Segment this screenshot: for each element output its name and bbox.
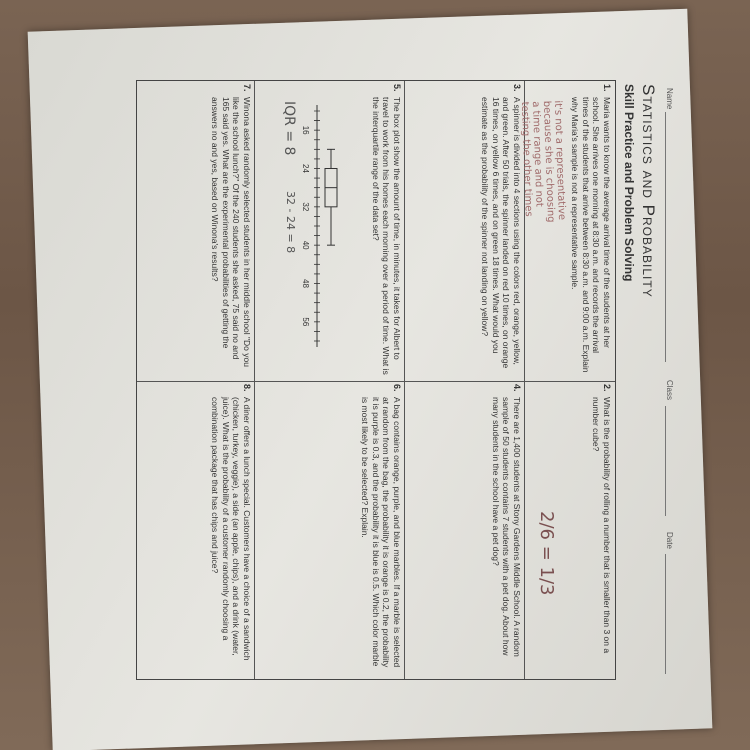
problem-text: A diner offers a lunch special. Customers have a choice of a sandwich (chicken, turkey, veggie), a side (an apple, chips), and a drink (water, juice). What is the probability of a customer randomly choosing a combination package that has chips and juice? bbox=[210, 397, 252, 661]
problem-4 bbox=[405, 381, 525, 679]
problem-text: A bag contains orange, purple, and blue marbles. If a marble is selected at random from the bag, the probability it is orange is 0.2, the probability it is purple is 0.3, and the probability it is blue is 0.5. Which color marble is most likely to be selected? Explain. bbox=[360, 397, 402, 668]
date-label: Date bbox=[665, 532, 674, 549]
problem-7 bbox=[137, 81, 255, 381]
handwritten-iqr-work: 32 - 24 = 8 bbox=[284, 191, 297, 254]
tick-label: 56 bbox=[301, 317, 310, 327]
name-label: Name bbox=[665, 88, 674, 110]
problem-text: The box plot show the amount of time, in minutes, it takes for Albert to travel to work from his homes each morning over a period of time. What is the interquartile range of the data set? bbox=[371, 97, 402, 375]
problem-grid bbox=[136, 80, 616, 680]
handwritten-answer-1 bbox=[519, 100, 567, 223]
worksheet bbox=[118, 80, 678, 680]
tick-label: 16 bbox=[301, 125, 310, 135]
handwritten-line: a time range and not bbox=[529, 101, 545, 208]
tick-label: 48 bbox=[301, 279, 310, 288]
date-line bbox=[665, 554, 666, 674]
tick-label: 24 bbox=[301, 164, 310, 173]
problem-3 bbox=[405, 81, 525, 381]
problem-number: 2. bbox=[602, 384, 612, 392]
problem-text: A spinner is divided into 4 sections using the colors red, orange, yellow, and green. After 50 trials, the spinner landed on red 10 times, on orange 16 times, on yellow 6 times, and on green 18 times. What would you estimate as the probability of the spinner not landing on yellow? bbox=[480, 97, 522, 369]
page-title: Statistics and Probability bbox=[639, 84, 658, 298]
tick-label: 32 bbox=[301, 202, 310, 212]
problem-number: 3. bbox=[512, 84, 522, 92]
name-line bbox=[665, 112, 666, 362]
problem-6 bbox=[255, 381, 405, 679]
class-label: Class bbox=[665, 380, 674, 401]
problem-number: 1. bbox=[602, 84, 612, 92]
problem-number: 8. bbox=[242, 384, 252, 392]
problem-number: 5. bbox=[392, 84, 402, 92]
box-plot bbox=[299, 101, 343, 351]
problem-number: 6. bbox=[392, 384, 402, 392]
problem-text: There are 1,400 students at Stony Gardens Middle School. A random sample of 50 students contains 7 students with a pet dog. About how many students in the school have a pet dog? bbox=[491, 397, 522, 657]
problem-text: Winona asked randomly selected students in her middle school "Do you like the school lunch?" Of the 240 students she asked, 75 said no and 165 said yes. What are the experimental probabilities of getting the answers no and yes, based on Winona's results? bbox=[210, 97, 252, 367]
handwritten-iqr: IQR = 8 bbox=[281, 101, 297, 156]
problem-number: 7. bbox=[242, 84, 252, 92]
page-subtitle: Skill Practice and Problem Solving bbox=[622, 84, 636, 282]
worksheet-header bbox=[658, 80, 678, 680]
handwritten-answer-2: 2/6 = 1/3 bbox=[536, 511, 557, 596]
problem-text: Maria wants to know the average arrival time of the students at her school. She arrives one morning at 8:30 a.m. and records the arrival times of the students that arrive between 8:30 a.m. and 9:00 a.m. Explain why Maria's sample is not a representative sample. bbox=[570, 97, 612, 373]
handwritten-line: it's not a representative bbox=[551, 100, 568, 221]
problem-8 bbox=[137, 381, 255, 679]
handwritten-line: because she is choosing bbox=[540, 100, 557, 223]
problem-number: 4. bbox=[512, 384, 522, 392]
tick-label: 40 bbox=[301, 240, 310, 250]
problem-text: What is the probability of rolling a number that is smaller than 3 on a number cube? bbox=[591, 397, 612, 654]
handwritten-line: testing the other times bbox=[518, 101, 534, 217]
class-line bbox=[665, 406, 666, 516]
